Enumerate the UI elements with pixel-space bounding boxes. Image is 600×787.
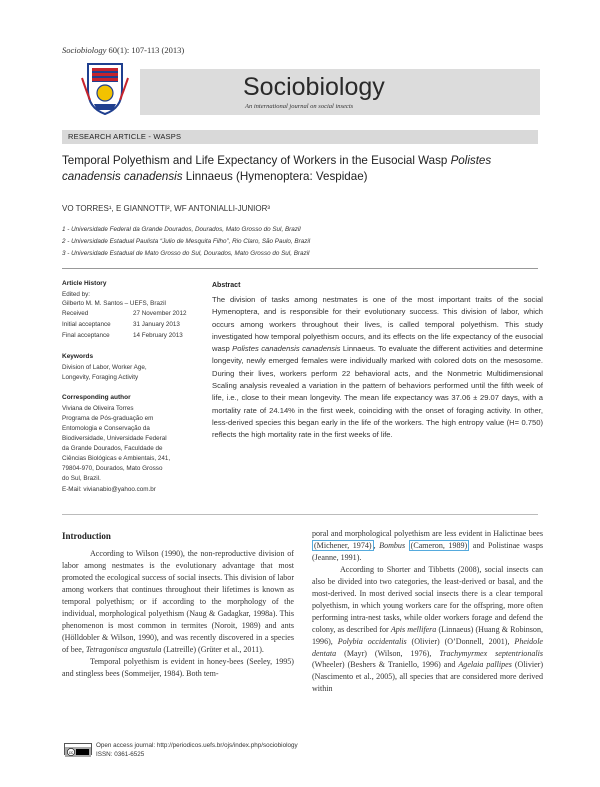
corresponding-line: Viviana de Oliveira Torres — [62, 405, 134, 412]
open-access-link[interactable]: Open access journal: http://periodicos.uefs.br/ojs/index.php/sociobiology — [96, 742, 298, 749]
abstract-heading: Abstract — [212, 282, 241, 289]
intro-right-text: and Polistinae wasps (Jeanne, 1991). — [312, 540, 543, 562]
journal-title: Sociobiology — [243, 73, 385, 101]
intro-right-text: (Wheeler) (Beshers & Traniello, 1996) and — [312, 660, 459, 670]
intro-paragraph-2: Temporal polyethism is evident in honey-bees (Seeley, 1995) and stingless bees (Sommeijer, 1984). Both tem- — [62, 656, 294, 678]
abstract-body — [212, 294, 543, 442]
introduction-heading: Introduction — [62, 531, 111, 541]
intro-right-column — [312, 528, 543, 695]
intro-right-paragraph-1 — [312, 528, 543, 564]
issn-text: ISSN: 0361-6525 — [96, 751, 145, 758]
intro-p1-tail: (Latreille) (Grüter et al., 2011). — [161, 644, 264, 654]
title-species: Polistes canadensis canadensis — [62, 154, 492, 183]
corresponding-line: Programa de Pós-graduação em — [62, 415, 154, 422]
corresponding-line: 79804-970, Dourados, Mato Grosso — [62, 465, 163, 472]
section-tag — [62, 130, 538, 144]
section-divider — [62, 514, 538, 515]
intro-p1-species: Tetragonisca angustula — [85, 644, 162, 654]
species-pheidole: Pheidole dentata — [312, 636, 544, 658]
species-trachymyrmex: Trachymyrmex septentrionalis — [439, 648, 543, 658]
corresponding-line: Biodiversidade, Universidade Federal — [62, 435, 167, 442]
citation-line — [62, 45, 184, 55]
keywords-heading: Keywords — [62, 353, 94, 360]
corresponding-line: Ciências Biológicas e Ambientais, 241, — [62, 455, 171, 462]
corresponding-heading: Corresponding author — [62, 394, 131, 401]
affiliation-1: 1 - Universidade Federal da Grande Dourados, Dourados, Mato Grosso do Sul, Brazil — [62, 226, 301, 233]
history-initial-date: 31 January 2013 — [133, 321, 180, 328]
corresponding-line: Entomologia e Conservação da — [62, 425, 150, 432]
intro-right-text: (Mayr) (Wilson, 1976), — [336, 648, 440, 658]
intro-right-text: (Linnaeus) (Huang & Robinson, 1996), — [312, 624, 543, 646]
abstract-part-2: Linnaeus. To evaluate the different activities and determine longevity, newly emerged females were individually marked with colored dots on the mesosome. During their lives, workers perform 22 behavioral acts, and the Nonmetric Multidimensional Scaling analysis revealed a variation in the pattern of behaviors performed until the fifth week of life, i.e., close to their mean longevity. The mean life expectancy was 37.06 ± 29.07 days, with a mortality rate of 24.14% in the first week, coinciding with the onset of foraging activity. In other, less-derived species this began early in the life of the workers. The high entropy value (H= 0.750) reflects the high mortality rate in the first weeks of life. — [212, 344, 543, 440]
species-polybia: Polybia occidentalis — [337, 636, 407, 646]
history-initial-label: Initial acceptance — [62, 321, 111, 328]
abstract-species: Polistes canadensis canadensis — [232, 344, 341, 354]
section-label: RESEARCH ARTICLE - WASPS — [68, 132, 182, 141]
citation-link-michener[interactable]: (Michener, 1974) — [314, 540, 372, 550]
history-heading: Article History — [62, 280, 107, 287]
intro-genus-bombus: Bombus — [379, 540, 406, 550]
title-tail: Linnaeus (Hymenoptera: Vespidae) — [182, 170, 368, 183]
corresponding-line: da Grande Dourados, Faculdade de — [62, 445, 163, 452]
edited-by-label: Edited by: — [62, 291, 91, 298]
intro-right-paragraph-2 — [312, 564, 543, 695]
intro-left-column — [62, 548, 294, 679]
author-list: VO TORRES¹, E GIANNOTTI², WF ANTONIALLI-JUNIOR³ — [62, 204, 271, 213]
keywords-line-1: Division of Labor, Worker Age, — [62, 364, 147, 371]
history-received-date: 27 November 2012 — [133, 310, 187, 317]
intro-right-text: , — [373, 540, 380, 550]
creative-commons-icon — [64, 743, 92, 755]
history-final-date: 14 February 2013 — [133, 332, 183, 339]
history-received-label: Received — [62, 310, 89, 317]
journal-tagline: An international journal on social insects — [245, 103, 354, 110]
intro-right-text: poral and morphological polyethism are less evident in Halictinae bees — [312, 529, 543, 538]
title-main: Temporal Polyethism and Life Expectancy of Workers in the Eusocial Wasp — [62, 154, 451, 167]
affiliation-3: 3 - Universidade Estadual de Mato Grosso do Sul, Dourados, Mato Grosso do Sul, Brazil — [62, 250, 310, 257]
corresponding-line: do Sul, Brazil. — [62, 475, 101, 482]
intro-right-text: (Olivier) (O’Donnell, 2001), — [406, 636, 515, 646]
intro-right-text: According to Shorter and Tibbetts (2008), social insects can also be divided into two categories, the least-derived or basal, and the most-derived. In most derived social insects there is a clear temporal polyethism, in which young workers care for the offspring, more often performing intra-nest tasks, while older workers forage and defend the colony, as described for — [312, 564, 543, 634]
species-apis: Apis mellifera — [390, 624, 437, 634]
intro-paragraph-1 — [62, 548, 294, 656]
intro-p1-text: According to Wilson (1990), the non-reproductive division of labor among nestmates is the evolutionary advantage that most promoted the ecological success of social insects. This division of labor among workers that continues throughout their lifetimes is known as temporal polyethism; or if according to the morphology of the individual, morphological polyethism (Naug & Gadagkar, 1998a). This phenomenon is most common in termites (Noroit, 1989) and ants (Hölldobler & Wilson, 1990), and was recently discovered in a species of bee, — [62, 549, 294, 654]
article-title — [62, 153, 538, 185]
history-final-label: Final acceptance — [62, 332, 110, 339]
editor-name: Gilberto M. M. Santos – UEFS, Brazil — [62, 300, 166, 307]
citation-volume: 60(1): 107-113 (2013) — [106, 45, 185, 55]
header-divider — [62, 268, 538, 269]
species-agelaia: Agelaia pallipes — [458, 660, 512, 670]
affiliation-2: 2 - Universidade Estadual Paulista “Julio de Mesquita Filho”, Rio Claro, São Paulo, Brazil — [62, 238, 311, 245]
citation-journal: Sociobiology — [62, 45, 107, 55]
abstract-part-1: The division of tasks among nestmates is one of the most important traits of the social Hymenoptera, and is responsible for their evolutionary success. This division of labor, which occurs among workers throughout their lives, is called temporal polyethism. This study investigated how temporal polyethism occurs, and its effects on the life expectancy of the eusocial wasp — [212, 295, 543, 354]
corresponding-email[interactable]: E-Mail: vivianabio@yahoo.com.br — [62, 486, 156, 493]
citation-link-cameron[interactable]: (Cameron, 1989) — [410, 540, 468, 550]
journal-logo-icon — [80, 60, 130, 116]
keywords-line-2: Longevity, Foraging Activity — [62, 374, 139, 381]
cc-badge-text: cc — [68, 749, 74, 755]
intro-right-text: (Olivier) (Nascimento et al., 2005), all species that are considered more derived within — [312, 660, 544, 694]
